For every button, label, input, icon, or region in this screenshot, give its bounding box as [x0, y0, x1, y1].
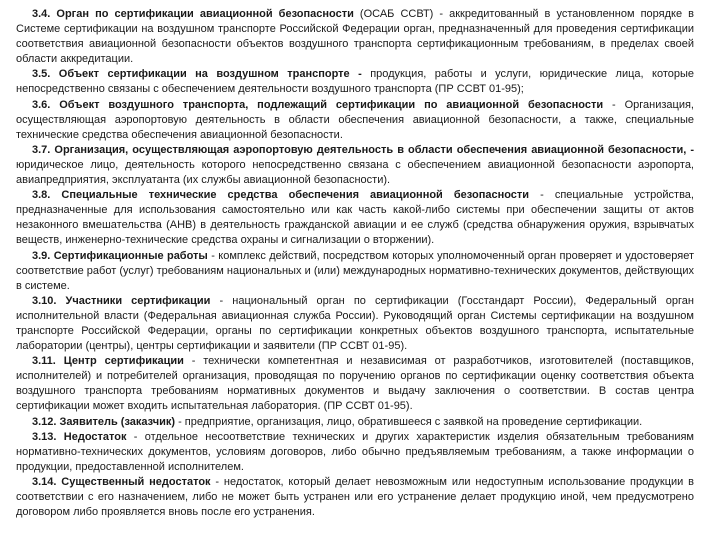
- term: 3.4. Орган по сертификации авиационной безопасности: [32, 8, 354, 20]
- term: 3.13. Недостаток: [32, 430, 127, 443]
- definition: - комплекс действий, посредством которых уполномоченный орган проверяет и удостоверяет соответствие работ (услуг) требованиям национальных и (или) международных нормативно-технических документов, действующих в системе.: [16, 249, 694, 292]
- paragraph-3-9: [16, 249, 694, 294]
- paragraph-3-7: [16, 143, 694, 188]
- term: 3.8. Специальные технические средства обеспечения авиационной безопасности: [32, 189, 530, 202]
- term: 3.11. Центр сертификации: [32, 355, 184, 368]
- definition: юридическое лицо, деятельность которого непосредственно связана с обеспечением авиационной безопасности аэропорта, авиапредприятия, эксплуатанта (их службы авиационной безопасности).: [16, 158, 694, 187]
- paragraph-3-6: [16, 98, 694, 143]
- definition: - специальные устройства, предназначенные для использования самостоятельно или как часть какой-либо системы при обеспечении защиты от актов незаконного вмешательства (АНВ) в деятельность гражданской авиации и ее служб (средства обнаружения оружия, взрывчатых веществ, инженерно-технические средства охраны и сигнализации о вторжении).: [16, 189, 694, 247]
- definition: продукция, работы и услуги, юридические лица, которые непосредственно связаны с обеспечением деятельности воздушного транспорта (ПР ССВТ 01-95);: [16, 68, 694, 96]
- definition: - недостаток, который делает невозможным или недоступным использование продукции в соответствии с его назначением, либо не может быть устранен или его устранение делает продукцию иной, чем предусмотрено договором либо проявляется вновь после его устранения.: [16, 475, 694, 519]
- paragraph-3-5: [16, 67, 694, 97]
- paragraph-3-14: [16, 475, 694, 520]
- paragraph-3-11: [16, 354, 694, 414]
- paragraph-3-8: [16, 188, 694, 248]
- term: 3.10. Участники сертификации: [32, 294, 211, 307]
- term: 3.9. Сертификационные работы: [32, 249, 208, 262]
- term: 3.14. Существенный недостаток: [32, 475, 211, 488]
- paragraph-3-4: [16, 7, 694, 67]
- term: 3.6. Объект воздушного транспорта, подлежащий сертификации по авиационной безопасности: [32, 98, 604, 111]
- term: 3.5. Объект сертификации на воздушном транспорте -: [32, 68, 362, 81]
- paragraph-3-10: [16, 294, 694, 354]
- document-body: [16, 7, 694, 520]
- definition: (ОСАБ ССВТ) - аккредитованный в установленном порядке в Системе сертификации на воздушном транспорте Российской Федерации орган, предназначенный для проведения сертификации соответствия авиационной безопасности объектов воздушного транспорта сертификационным требованиям, в пределах своей области аккредитации.: [16, 8, 694, 66]
- term: 3.7. Организация, осуществляющая аэропортовую деятельность в области обеспечения авиационной безопасности, -: [32, 143, 694, 156]
- definition: - предприятие, организация, лицо, обратившееся с заявкой на проведение сертификации.: [175, 415, 643, 428]
- definition: - отдельное несоответствие технических и других характеристик изделия обязательным требованиям нормативно-технических документов, условиям договоров, либо обычно предъявляемым требованиям, а также информации о продукции, предоставленной исполнителем.: [16, 430, 694, 473]
- paragraph-3-12: [16, 415, 694, 430]
- definition: - технически компетентная и независимая от разработчиков, изготовителей (поставщиков, исполнителей) и потребителей организация, проводящая по поручению органов по сертификации оценку соответствия объекта воздушного транспорта требованиям нормативных документов и выдачу заключения о соответствии. В состав центра сертификации может входить испытательная лаборатория. (ПР ССВТ 01-95).: [16, 355, 695, 413]
- paragraph-3-13: [16, 430, 694, 475]
- term: 3.12. Заявитель (заказчик): [32, 415, 176, 428]
- definition: - Организация, осуществляющая аэропортовую деятельность в области обеспечения авиационной безопасности, а также, специальные технические средства обеспечения авиационной безопасности.: [16, 98, 694, 141]
- definition: - национальный орган по сертификации (Госстандарт России), Федеральный орган исполнительной власти (Федеральная авиационная служба России). Руководящий орган Системы сертификации на воздушном транспорте Российской Федерации, органы по сертификации конкретных объектов воздушного транспорта, испытательные лаборатории (центры), центры сертификации и заявители (ПР ССВТ 01-95).: [16, 294, 694, 353]
